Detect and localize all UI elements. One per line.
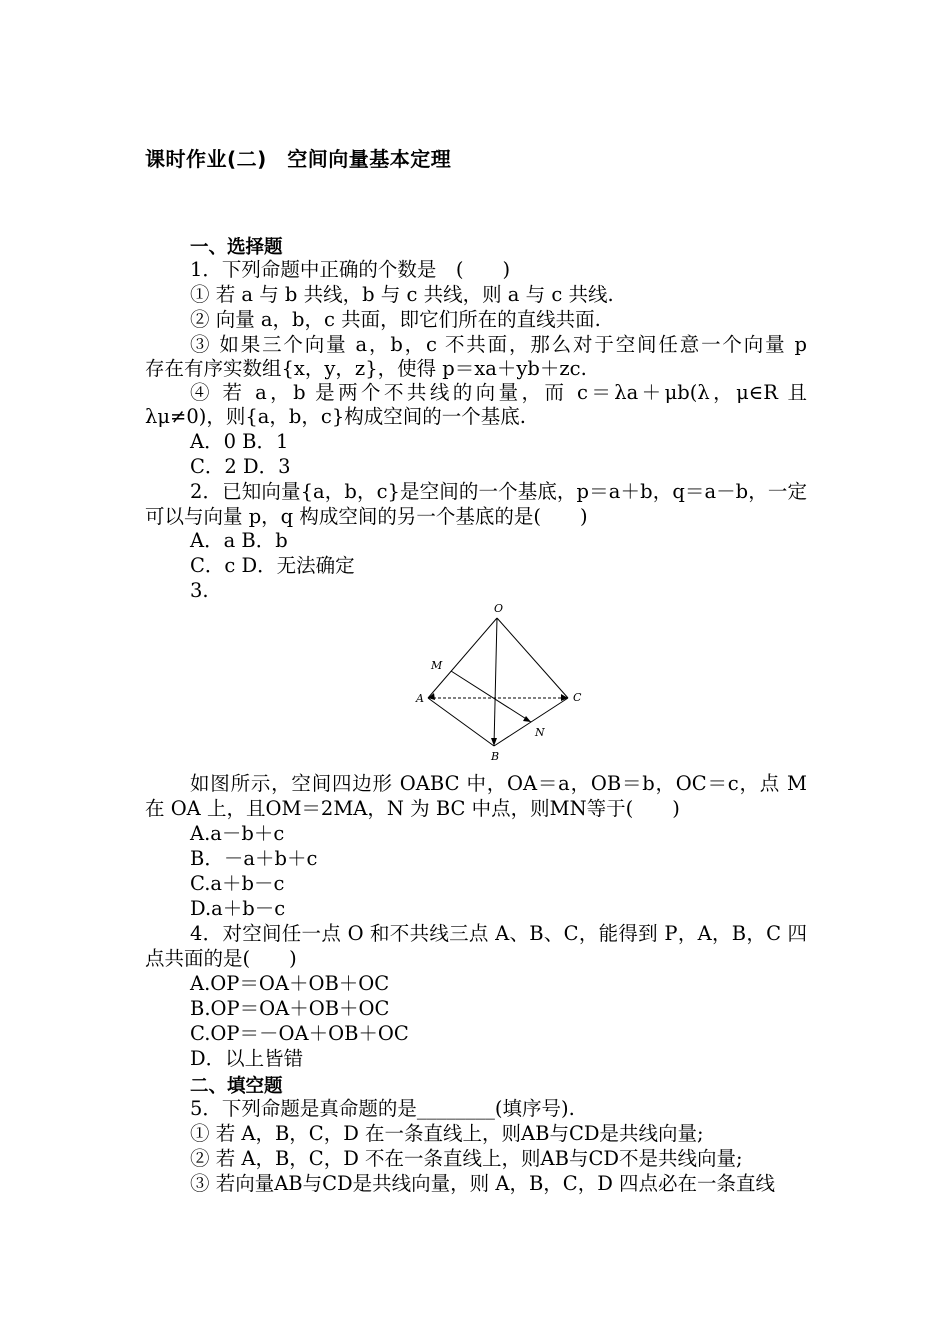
question-4-option-b: B.OP＝OA＋OB＋OC (190, 997, 390, 1020)
question-5-stem: 5．下列命题是真命题的是________(填序号). (190, 1097, 575, 1120)
question-3-option-b: B．－a＋b＋c (190, 847, 318, 870)
question-5-statement-1: ① 若 A，B，C，D 在一条直线上，则AB与CD是共线向量; (190, 1122, 704, 1145)
statement-3-line-2: 存在有序实数组{x，y，z}，使得 p＝xa＋yb＋zc. (145, 357, 587, 380)
question-4-stem-line-1: 4．对空间任一点 O 和不共线三点 A、B、C，能得到 P，A，B，C 四 (190, 922, 807, 945)
question-3-stem-line-1: 如图所示，空间四边形 OABC 中，OA＝a，OB＝b，OC＝c，点 M (190, 772, 807, 795)
question-3-option-c: C.a＋b－c (190, 872, 285, 895)
question-1-options-ab: A．0 B．1 (190, 430, 289, 453)
question-3-option-a: A.a－b＋c (190, 822, 285, 845)
question-3-number: 3. (190, 579, 209, 602)
label-b: B (491, 750, 500, 763)
label-n: N (535, 726, 545, 739)
page-title: 课时作业(二) 空间向量基本定理 (145, 147, 452, 171)
label-a: A (416, 692, 424, 705)
statement-4-line-1: ④ 若 a，b 是两个不共线的向量，而 c＝λa＋μb(λ，μ∈R 且 (190, 381, 807, 404)
question-2-options-ab: A．a B．b (190, 529, 288, 552)
tetrahedron-diagram (410, 598, 590, 768)
section-heading-fill: 二、填空题 (190, 1076, 283, 1097)
question-4-option-c: C.OP＝－OA＋OB＋OC (190, 1022, 409, 1045)
question-2-options-cd: C．c D．无法确定 (190, 554, 355, 577)
question-4-option-d: D．以上皆错 (190, 1047, 304, 1070)
statement-1: ① 若 a 与 b 共线，b 与 c 共线，则 a 与 c 共线. (190, 283, 614, 306)
question-5-statement-2: ② 若 A，B，C，D 不在一条直线上，则AB与CD不是共线向量; (190, 1147, 743, 1170)
question-3-stem-line-2: 在 OA 上，且OM＝2MA，N 为 BC 中点，则MN等于( ) (145, 797, 680, 820)
question-2-stem-line-2: 可以与向量 p，q 构成空间的另一个基底的是( ) (145, 505, 588, 528)
statement-3-line-1: ③ 如果三个向量 a，b，c 不共面，那么对于空间任意一个向量 p (190, 333, 807, 356)
question-5-statement-3: ③ 若向量AB与CD是共线向量，则 A，B，C，D 四点必在一条直线 (190, 1172, 776, 1195)
question-4-option-a: A.OP＝OA＋OB＋OC (190, 972, 390, 995)
statement-2: ② 向量 a，b，c 共面，即它们所在的直线共面. (190, 308, 601, 331)
question-1-options-cd: C．2 D．3 (190, 455, 291, 478)
question-1-stem: 1．下列命题中正确的个数是 ( ) (190, 258, 511, 281)
question-3-option-d: D.a＋b－c (190, 897, 286, 920)
statement-4-line-2: λμ≠0)，则{a，b，c}构成空间的一个基底. (145, 405, 526, 428)
question-4-stem-line-2: 点共面的是( ) (145, 947, 297, 970)
label-o: O (494, 602, 504, 615)
section-heading-choice: 一、选择题 (190, 237, 283, 258)
label-m: M (431, 659, 443, 672)
question-2-stem-line-1: 2．已知向量{a，b，c}是空间的一个基底，p＝a＋b，q＝a－b，一定 (190, 480, 807, 503)
label-c: C (573, 691, 582, 704)
